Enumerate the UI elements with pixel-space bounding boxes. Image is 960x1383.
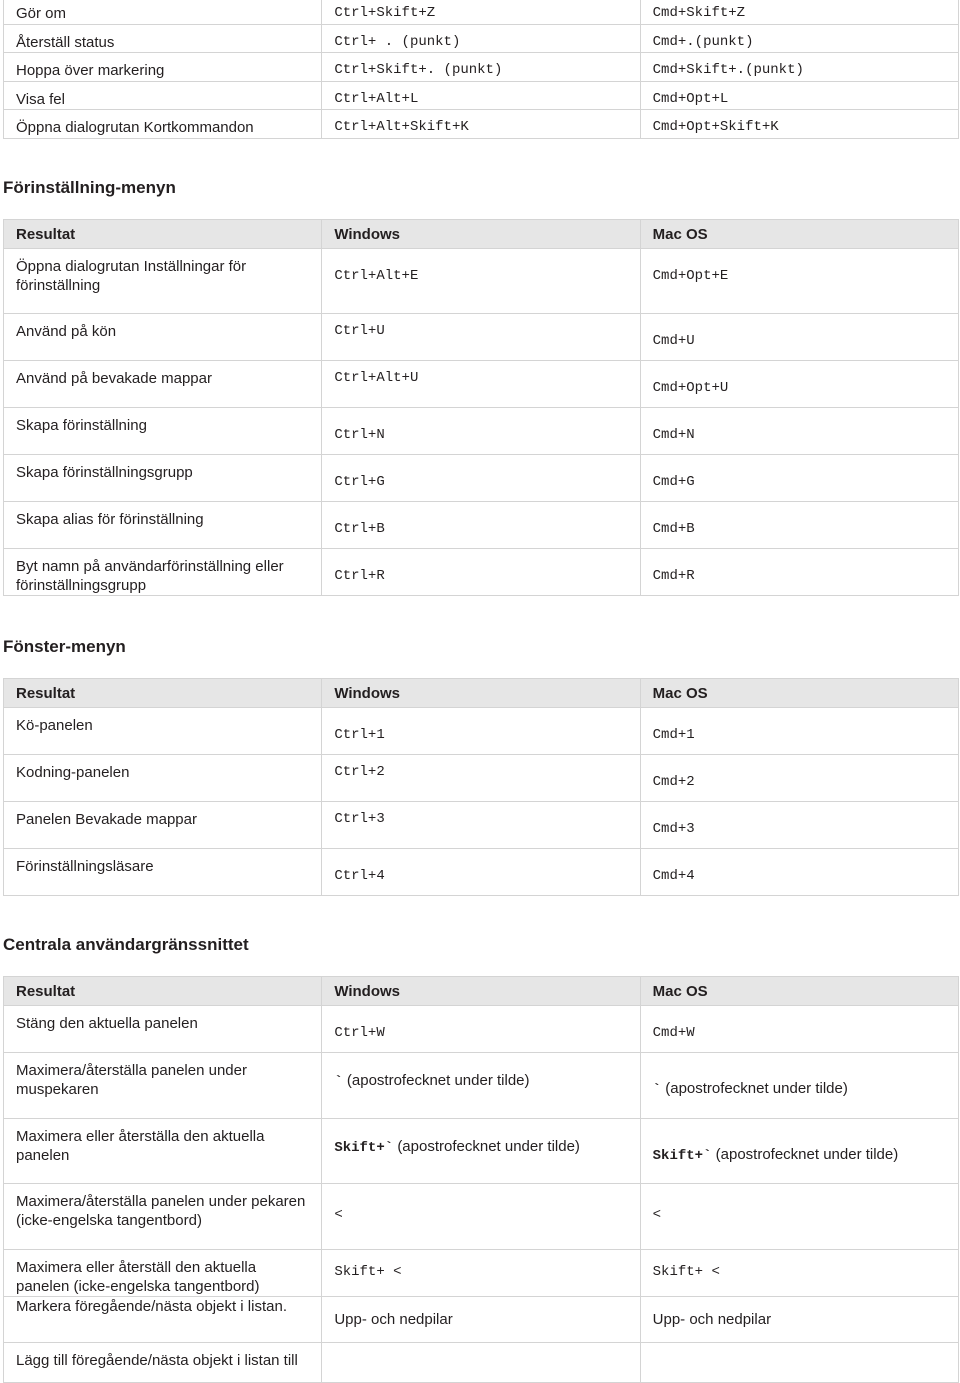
mac-shortcut: Cmd+R: [640, 549, 958, 596]
windows-shortcut: Ctrl+W: [322, 1006, 640, 1053]
table-row: [4, 755, 959, 802]
column-header-windows: Windows: [322, 220, 640, 249]
mac-key: Skift+`: [652, 1148, 712, 1164]
result-cell: Hoppa över markering: [4, 53, 322, 82]
result-cell: Återställ status: [4, 25, 322, 53]
windows-shortcut-cell: [322, 1119, 640, 1184]
result-cell: Markera föregående/nästa objekt i listan.: [4, 1297, 322, 1343]
table-row: [4, 549, 959, 596]
windows-shortcut-cell: [322, 1053, 640, 1119]
result-cell: Förinställningsläsare: [4, 849, 322, 896]
result-cell: Skapa förinställningsgrupp: [4, 455, 322, 502]
table-row: [4, 1297, 959, 1343]
result-cell: Öppna dialogrutan Inställningar för förinställning: [4, 249, 322, 314]
mac-shortcut: Cmd+Skift+.(punkt): [640, 53, 958, 82]
column-header-result: Resultat: [4, 220, 322, 249]
preset-menu-table: [3, 219, 959, 596]
result-cell: Öppna dialogrutan Kortkommandon: [4, 110, 322, 139]
mac-shortcut: Cmd+W: [640, 1006, 958, 1053]
column-header-mac: Mac OS: [640, 220, 958, 249]
windows-shortcut: [322, 1343, 640, 1383]
mac-shortcut: Cmd+G: [640, 455, 958, 502]
mac-shortcut: Cmd+Opt+E: [640, 249, 958, 314]
windows-key-description: (apostrofecknet under tilde): [397, 1138, 580, 1155]
mac-shortcut: Cmd+Skift+Z: [640, 0, 958, 25]
column-header-result: Resultat: [4, 977, 322, 1006]
windows-shortcut: Ctrl+2: [322, 755, 640, 802]
result-cell: Maximera eller återställa den aktuella panelen: [4, 1119, 322, 1184]
windows-shortcut: Ctrl+Alt+L: [322, 82, 640, 110]
mac-shortcut: Cmd+B: [640, 502, 958, 549]
result-cell: Maximera/återställa panelen under muspekaren: [4, 1053, 322, 1119]
windows-shortcut: Upp- och nedpilar: [322, 1297, 640, 1343]
table-row: [4, 455, 959, 502]
mac-shortcut: Cmd+N: [640, 408, 958, 455]
windows-shortcut: Ctrl+G: [322, 455, 640, 502]
section-title-window-menu: Fönster-menyn: [3, 637, 126, 656]
result-cell: Visa fel: [4, 82, 322, 110]
mac-shortcut: Cmd+4: [640, 849, 958, 896]
result-cell: Panelen Bevakade mappar: [4, 802, 322, 849]
table-row: [4, 849, 959, 896]
table-row: [4, 1006, 959, 1053]
core-ui-table: [3, 976, 959, 1383]
result-cell: Maximera eller återställ den aktuella panelen (icke-engelska tangentbord): [4, 1250, 322, 1297]
windows-shortcut: Ctrl+R: [322, 549, 640, 596]
windows-key-description: (apostrofecknet under tilde): [346, 1072, 530, 1089]
windows-shortcut: Ctrl+N: [322, 408, 640, 455]
mac-shortcut: Skift+ <: [640, 1250, 958, 1297]
table-row: [4, 802, 959, 849]
table-header-row: [4, 977, 959, 1006]
mac-shortcut-cell: [640, 1053, 958, 1119]
windows-shortcut: Ctrl+1: [322, 708, 640, 755]
windows-shortcut: Ctrl+B: [322, 502, 640, 549]
column-header-windows: Windows: [322, 679, 640, 708]
table-row: [4, 1119, 959, 1184]
mac-shortcut: Cmd+U: [640, 314, 958, 361]
result-cell: Använd på kön: [4, 314, 322, 361]
windows-shortcut: Ctrl+Alt+E: [322, 249, 640, 314]
table-row: [4, 708, 959, 755]
windows-key: Skift+`: [334, 1140, 394, 1156]
result-cell: Använd på bevakade mappar: [4, 361, 322, 408]
table-row: [4, 0, 959, 25]
windows-shortcut: Ctrl+Alt+U: [322, 361, 640, 408]
table-row: [4, 502, 959, 549]
section-title-preset-menu: Förinställning-menyn: [3, 178, 176, 197]
result-cell: Gör om: [4, 0, 322, 25]
windows-shortcut: Ctrl+Skift+. (punkt): [322, 53, 640, 82]
result-cell: Kö-panelen: [4, 708, 322, 755]
mac-shortcut: Cmd+.(punkt): [640, 25, 958, 53]
result-cell: Kodning-panelen: [4, 755, 322, 802]
windows-key: `: [334, 1074, 343, 1090]
table-row: [4, 361, 959, 408]
windows-shortcut: Ctrl+U: [322, 314, 640, 361]
result-cell: Lägg till föregående/nästa objekt i listan till: [4, 1343, 322, 1383]
column-header-mac: Mac OS: [640, 977, 958, 1006]
result-cell: Maximera/återställa panelen under pekaren (icke-engelska tangentbord): [4, 1184, 322, 1250]
mac-shortcut: Cmd+Opt+U: [640, 361, 958, 408]
table-row: [4, 25, 959, 53]
windows-shortcut: Ctrl+ . (punkt): [322, 25, 640, 53]
mac-key: `: [652, 1082, 662, 1098]
mac-shortcut: Cmd+3: [640, 802, 958, 849]
windows-shortcut: Ctrl+Alt+Skift+K: [322, 110, 640, 139]
result-cell: Stäng den aktuella panelen: [4, 1006, 322, 1053]
windows-shortcut: <: [322, 1184, 640, 1250]
windows-shortcut: Ctrl+3: [322, 802, 640, 849]
mac-shortcut: <: [640, 1184, 958, 1250]
table-header-row: [4, 220, 959, 249]
mac-shortcut: Cmd+1: [640, 708, 958, 755]
section-title-core-ui: Centrala användargränssnittet: [3, 935, 249, 954]
table-row: [4, 1053, 959, 1119]
table-row: [4, 314, 959, 361]
top-shortcuts-table: [3, 0, 959, 139]
mac-shortcut: [640, 1343, 958, 1383]
table-row: [4, 1184, 959, 1250]
table-row: [4, 53, 959, 82]
result-cell: Skapa förinställning: [4, 408, 322, 455]
table-row: [4, 249, 959, 314]
windows-shortcut: Ctrl+4: [322, 849, 640, 896]
table-row: [4, 110, 959, 139]
mac-shortcut: Cmd+Opt+Skift+K: [640, 110, 958, 139]
windows-shortcut: Ctrl+Skift+Z: [322, 0, 640, 25]
table-row: [4, 1343, 959, 1383]
table-row: [4, 82, 959, 110]
windows-shortcut: Skift+ <: [322, 1250, 640, 1297]
mac-shortcut: Upp- och nedpilar: [640, 1297, 958, 1343]
column-header-mac: Mac OS: [640, 679, 958, 708]
column-header-result: Resultat: [4, 679, 322, 708]
table-row: [4, 408, 959, 455]
column-header-windows: Windows: [322, 977, 640, 1006]
window-menu-table: [3, 678, 959, 896]
table-row: [4, 1250, 959, 1297]
mac-shortcut: Cmd+Opt+L: [640, 82, 958, 110]
mac-shortcut: Cmd+2: [640, 755, 958, 802]
mac-shortcut-cell: [640, 1119, 958, 1184]
result-cell: Skapa alias för förinställning: [4, 502, 322, 549]
mac-key-description: (apostrofecknet under tilde): [665, 1080, 848, 1097]
table-header-row: [4, 679, 959, 708]
mac-key-description: (apostrofecknet under tilde): [715, 1146, 899, 1163]
result-cell: Byt namn på användarförinställning eller förinställningsgrupp: [4, 549, 322, 596]
